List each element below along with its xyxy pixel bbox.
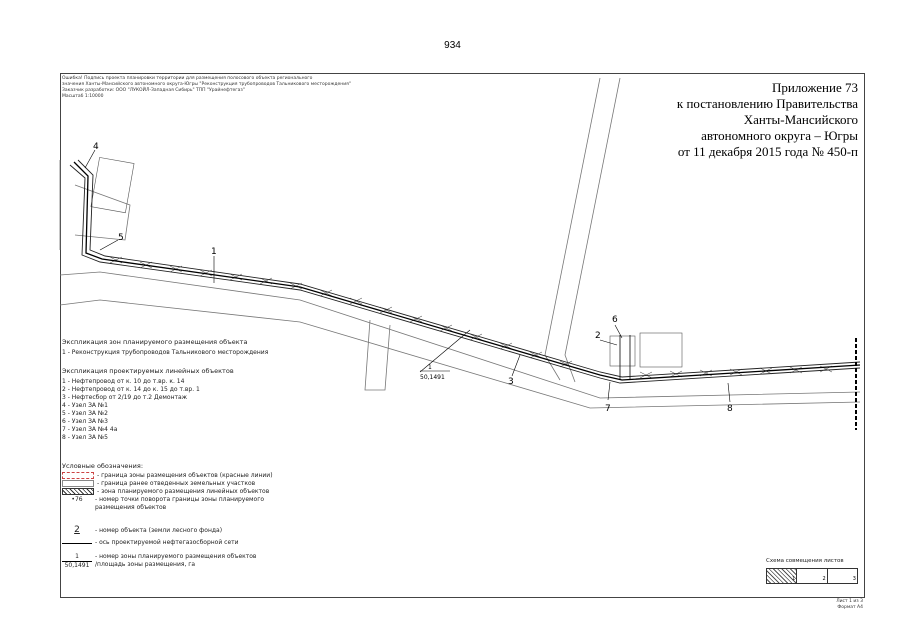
stamp-title: Схема совмещения листов [766,558,844,564]
leader-line [100,240,118,250]
explication-line-item: 8 - Узел ЗА №5 [62,434,108,441]
legend-sample-point: •76 [71,496,83,503]
legend-sample-zone-area: 50,1491 [64,562,90,569]
explication-zones-title: Экспликация зон планируемого размещения объекта [62,338,248,346]
land-lot [610,336,635,366]
leader-line [608,382,610,400]
zone-number: 1 [428,364,432,371]
legend-sample-object: 2 [74,525,80,535]
legend-item: - номер объекта (земли лесного фонда) [95,527,223,534]
legend-item: - номер точки поворота границы зоны планируемого [95,496,265,503]
appendix-line: автономного округа – Югры [701,128,858,143]
legend-block [62,462,273,570]
header-line: Ошибка! Подпись проекта планировки территории для размещения полосового объекта регионального [62,76,313,81]
appendix-line: Приложение 73 [771,80,858,95]
appendix-line: от 11 декабря 2015 года № 450-п [677,144,858,159]
explication-zones-item: 1 - Реконструкция трубопроводов Тальникового месторождения [62,349,269,356]
sheet-info [836,599,863,611]
header-line: Масштаб 1:10000 [62,94,104,99]
map-label-obj5: 5 [118,233,124,243]
explication-line-item: 7 - Узел ЗА №4 4а [62,426,118,433]
appendix-line: Ханты-Мансийского [743,112,858,127]
leader-line [85,150,95,168]
explication-zones [62,338,268,357]
map-label-obj3: 3 [508,377,514,387]
legend-item: - граница ранее отведенных земельных участков [97,480,256,487]
red-line-symbol [62,472,94,479]
explication-line-item: 2 - Нефтепровод от к. 14 до к. 15 до т.вр. 1 [62,386,200,393]
map-label-obj7: 7 [605,404,611,414]
stamp-cell: 1 [767,569,796,583]
leader-line [728,383,730,402]
page-number: 934 [444,40,461,51]
zone-corridor [620,335,630,380]
road-boundary [545,78,600,380]
legend-item: - зона планируемого размещения линейных объектов [97,488,270,495]
pipeline-axis-symbol [62,541,92,544]
appendix-line: к постановлению Правительства [676,96,858,111]
land-lot [640,333,682,367]
map-label-obj2: 2 [595,331,601,341]
legend-title: Условные обозначения: [62,462,144,470]
zone-hatch-symbol [62,488,94,495]
sheet-format: Формат А4 [837,605,863,610]
road-boundary [365,320,390,390]
map-label-obj6: 6 [612,315,618,325]
sheet-number: Лист 1 из 3 [836,599,863,604]
leader-line [512,355,520,376]
map-label-obj4: 4 [93,142,99,152]
legend-item: размещения объектов [95,504,167,511]
explication-line-item: 5 - Узел ЗА №2 [62,410,108,417]
legend-item: - граница зоны размещения объектов (красные линии) [97,472,273,479]
stamp-box [766,568,858,584]
legend-item: - номер зоны планируемого размещения объектов [95,553,257,560]
leader-line [600,340,617,345]
legend-sample-zone-num: 1 [62,553,92,562]
explication-line-item: 1 - Нефтепровод от к. 10 до т.вр. к. 14 [62,378,185,385]
map-label-obj1: 1 [211,247,217,257]
explication-lines-title: Экспликация проектируемых линейных объектов [62,367,234,375]
road-boundary [565,78,620,382]
lot-boundary-symbol [62,480,94,487]
map-label-obj8: 8 [727,404,733,414]
zone-area: 50,1491 [420,374,445,381]
header-line: Заказчик разработки: ООО "ЛУКОЙЛ-Западная Сибирь" ТПП "Урайнефтегаз" [62,88,245,93]
legend-item: - ось проектируемой нефтегазосборной сети [95,539,239,546]
explication-line-item: 4 - Узел ЗА №1 [62,402,108,409]
explication-line-item: 3 - Нефтесбор от 2/19 до т.2 Демонтаж [62,394,188,401]
header-line: значения Ханты-Мансийского автономного округа-Югры "Реконструкция трубопроводов Тальникового месторождения" [62,82,351,87]
stamp-cell: 2 [796,569,826,583]
legend-item: /площадь зоны размещения, га [95,561,196,568]
explication-line-item: 6 - Узел ЗА №3 [62,418,108,425]
stamp-cell: 3 [827,569,857,583]
explication-lines [62,367,234,442]
